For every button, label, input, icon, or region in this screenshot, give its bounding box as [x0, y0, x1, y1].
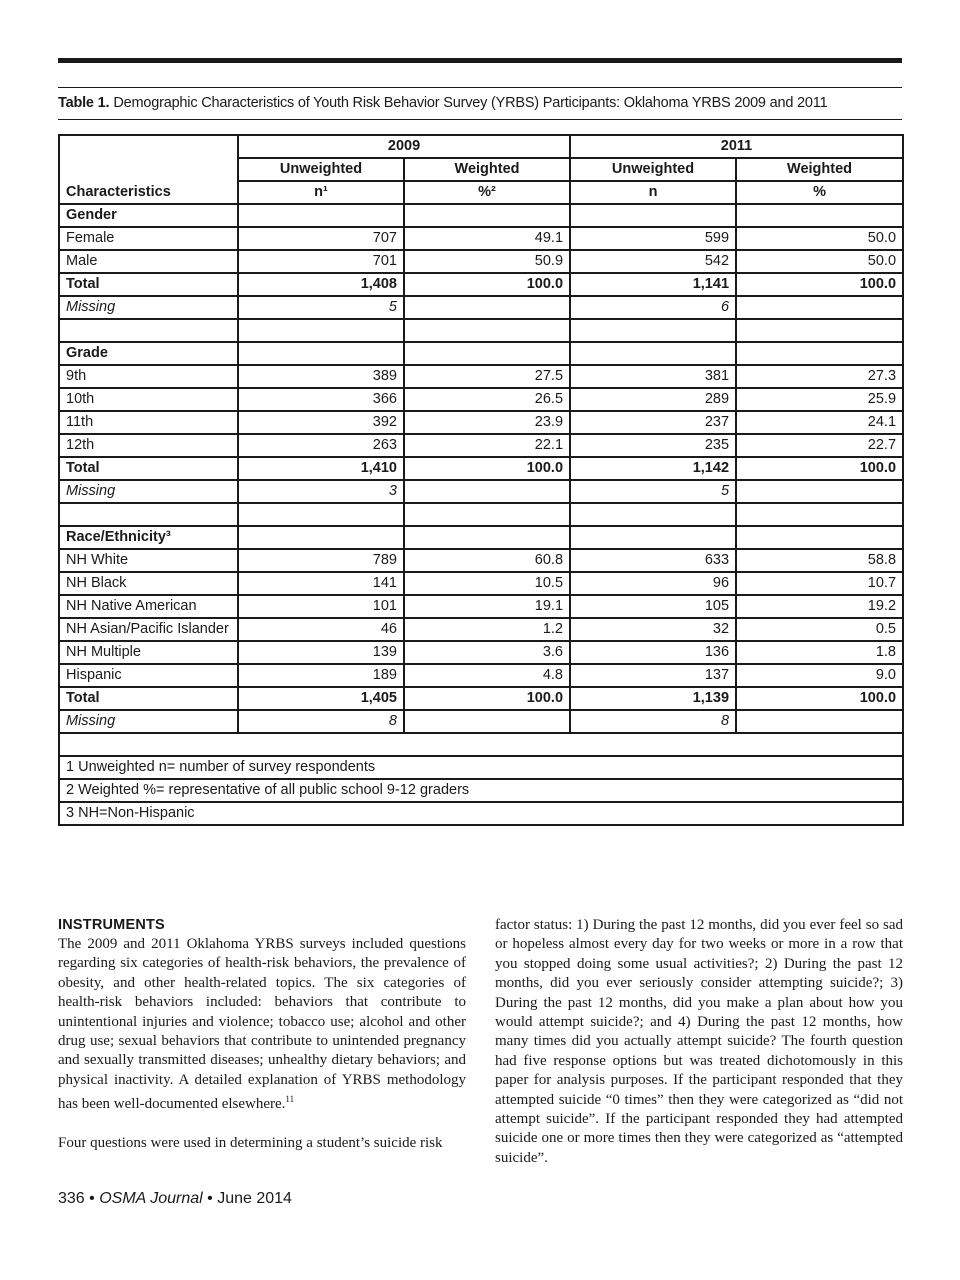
table-cell: 100.0 [736, 457, 903, 480]
table-row [59, 572, 903, 595]
row-label: NH White [59, 549, 238, 572]
table-cell [404, 204, 570, 227]
table-cell [736, 342, 903, 365]
table-cell: 50.0 [736, 227, 903, 250]
table-cell: 3.6 [404, 641, 570, 664]
table-cell: 100.0 [404, 687, 570, 710]
table-row [59, 641, 903, 664]
instruments-column-left [58, 916, 466, 1153]
table-footnote: 3 NH=Non-Hispanic [59, 802, 903, 825]
footnote-row [59, 756, 903, 779]
table-cell [736, 526, 903, 549]
page-footer [58, 1188, 292, 1210]
table-cell: 289 [570, 388, 736, 411]
row-label: 9th [59, 365, 238, 388]
table-row [59, 296, 903, 319]
row-label: Race/Ethnicity³ [59, 526, 238, 549]
table-cell [570, 503, 736, 526]
table-cell: 27.3 [736, 365, 903, 388]
table-cell [736, 204, 903, 227]
table-cell [736, 710, 903, 733]
table-cell: 381 [570, 365, 736, 388]
table-cell: 9.0 [736, 664, 903, 687]
reference-superscript: 11 [285, 1094, 295, 1105]
instruments-heading: INSTRUMENTS [58, 917, 165, 933]
row-label: NH Native American [59, 595, 238, 618]
row-label: 12th [59, 434, 238, 457]
row-label: Female [59, 227, 238, 250]
demographics-table [58, 134, 904, 826]
table-row [59, 342, 903, 365]
instruments-paragraph-2-continued: factor status: 1) During the past 12 months, did you ever feel so sad or hopeless almost every day for two weeks or more in a row that you stopped doing some usual activities?; 2) During the past 12 months, did you ever seriously consider attempting suicide?; 3) During the past 12 months, did you make a plan about how you would attempt suicide?; and 4) During the past 12 months, how many times did you actually attempt suicide? The fourth question had five response options but was treated dichotomously in this paper for analysis purposes. If the participant responded that they attempted suicide “0 times” then they were categorized as “did not attempt suicide”. If the participant responded they had attempted suicide one or more times then they were categorized as “attempted suicide”. [495, 917, 903, 1166]
caption-text: Demographic Characteristics of Youth Risk Behavior Survey (YRBS) Participants: Oklahoma YRBS 2009 and 2011 [113, 95, 828, 111]
row-label: NH Asian/Pacific Islander [59, 618, 238, 641]
footer-bullet: • [89, 1190, 95, 1207]
subhead-2009-weighted: Weighted [404, 158, 570, 181]
row-label: 10th [59, 388, 238, 411]
table-cell: 23.9 [404, 411, 570, 434]
instruments-column-right [495, 916, 903, 1168]
table-cell [736, 480, 903, 503]
table-caption [58, 93, 902, 113]
subhead-2011-unweighted: Unweighted [570, 158, 736, 181]
table-cell [238, 319, 404, 342]
table-row [59, 618, 903, 641]
table-cell: 100.0 [736, 273, 903, 296]
table-cell [238, 204, 404, 227]
footnote-row [59, 733, 903, 756]
table-cell [238, 342, 404, 365]
table-cell: 100.0 [736, 687, 903, 710]
table-row [59, 273, 903, 296]
table-cell: 5 [238, 296, 404, 319]
table-cell: 141 [238, 572, 404, 595]
table-cell: 58.8 [736, 549, 903, 572]
table-cell: 139 [238, 641, 404, 664]
table-cell: 1,405 [238, 687, 404, 710]
table-cell: 10.5 [404, 572, 570, 595]
table-cell: 50.9 [404, 250, 570, 273]
table-cell: 633 [570, 549, 736, 572]
caption-rule-top [58, 87, 902, 88]
row-label [59, 503, 238, 526]
table-row [59, 434, 903, 457]
row-label: 11th [59, 411, 238, 434]
table-cell [736, 319, 903, 342]
table-cell: 19.2 [736, 595, 903, 618]
table-cell: 49.1 [404, 227, 570, 250]
table-cell: 237 [570, 411, 736, 434]
footer-bullet-2: • [207, 1190, 213, 1207]
table-row [59, 687, 903, 710]
table-cell [404, 710, 570, 733]
table-cell: 26.5 [404, 388, 570, 411]
table-cell: 599 [570, 227, 736, 250]
table-cell [736, 503, 903, 526]
table-cell [736, 296, 903, 319]
table-row [59, 227, 903, 250]
table-cell [404, 526, 570, 549]
table-cell: 1,408 [238, 273, 404, 296]
table-cell: 1,410 [238, 457, 404, 480]
row-label: NH Multiple [59, 641, 238, 664]
table-cell [404, 480, 570, 503]
table-cell [404, 296, 570, 319]
table-cell: 1,139 [570, 687, 736, 710]
footnote-row [59, 802, 903, 825]
unit-2011-n: n [570, 181, 736, 204]
table-row [59, 319, 903, 342]
table-cell: 8 [570, 710, 736, 733]
row-label: Gender [59, 204, 238, 227]
table-footnote [59, 733, 903, 756]
table-cell [238, 526, 404, 549]
instruments-paragraph-1-text: The 2009 and 2011 Oklahoma YRBS surveys included questions regarding six categories of health-risk behaviors, the prevalence of obesity, and other health-related topics. The six categories of health-risk behaviors included: behaviors that contribute to unintentional injuries and violence; tobacco use; alcohol and other drug use; sexual behaviors that contribute to unintended pregnancy and sexually transmitted diseases; unhealthy dietary behaviors; and physical inactivity. A detailed explanation of YRBS methodology has been well-documented elsewhere. [58, 936, 466, 1113]
table-row [59, 526, 903, 549]
table-cell [404, 342, 570, 365]
table-cell: 46 [238, 618, 404, 641]
table-cell: 101 [238, 595, 404, 618]
row-label: NH Black [59, 572, 238, 595]
table-row [59, 250, 903, 273]
table-cell: 3 [238, 480, 404, 503]
table-cell: 701 [238, 250, 404, 273]
table-row [59, 457, 903, 480]
caption-label: Table 1. [58, 95, 110, 111]
year-header-row [59, 135, 903, 158]
table-cell: 1,141 [570, 273, 736, 296]
table-cell: 19.1 [404, 595, 570, 618]
table-cell [238, 503, 404, 526]
table-cell: 105 [570, 595, 736, 618]
table-cell: 389 [238, 365, 404, 388]
row-label: Grade [59, 342, 238, 365]
table-cell [404, 319, 570, 342]
footnote-row [59, 779, 903, 802]
table-row [59, 549, 903, 572]
unit-2009-pct: %² [404, 181, 570, 204]
row-label [59, 319, 238, 342]
table-cell: 789 [238, 549, 404, 572]
caption-rule-bottom [58, 119, 902, 120]
table-cell: 235 [570, 434, 736, 457]
table-row [59, 480, 903, 503]
table-cell: 136 [570, 641, 736, 664]
table-cell: 27.5 [404, 365, 570, 388]
table-row [59, 595, 903, 618]
table-row [59, 503, 903, 526]
table-cell: 366 [238, 388, 404, 411]
table-cell: 10.7 [736, 572, 903, 595]
row-label: Male [59, 250, 238, 273]
table-cell: 24.1 [736, 411, 903, 434]
table-cell: 1.8 [736, 641, 903, 664]
year-2011-header: 2011 [570, 135, 903, 158]
table-cell: 263 [238, 434, 404, 457]
table-cell: 707 [238, 227, 404, 250]
row-label: Missing [59, 480, 238, 503]
year-2009-header: 2009 [238, 135, 570, 158]
table-cell: 60.8 [404, 549, 570, 572]
table-footnote: 1 Unweighted n= number of survey respondents [59, 756, 903, 779]
instruments-paragraph-1 [58, 935, 466, 1115]
header-rule [58, 58, 902, 63]
row-label: Total [59, 687, 238, 710]
table-cell [570, 204, 736, 227]
table-cell: 542 [570, 250, 736, 273]
table-cell: 22.7 [736, 434, 903, 457]
subhead-2009-unweighted: Unweighted [238, 158, 404, 181]
issue-date: June 2014 [217, 1190, 292, 1207]
subhead-2011-weighted: Weighted [736, 158, 903, 181]
table-cell: 8 [238, 710, 404, 733]
unit-2009-n: n¹ [238, 181, 404, 204]
table-cell: 100.0 [404, 273, 570, 296]
row-label: Hispanic [59, 664, 238, 687]
table-cell [570, 526, 736, 549]
table-cell: 100.0 [404, 457, 570, 480]
table-cell: 32 [570, 618, 736, 641]
journal-name: OSMA Journal [99, 1190, 203, 1207]
table-cell: 22.1 [404, 434, 570, 457]
table-cell [570, 342, 736, 365]
page-number: 336 [58, 1190, 85, 1207]
table-footnote: 2 Weighted %= representative of all public school 9-12 graders [59, 779, 903, 802]
table-cell: 6 [570, 296, 736, 319]
table-cell: 0.5 [736, 618, 903, 641]
table-cell: 392 [238, 411, 404, 434]
unit-2011-pct: % [736, 181, 903, 204]
table-row [59, 411, 903, 434]
table-cell [404, 503, 570, 526]
table-cell: 25.9 [736, 388, 903, 411]
table-row [59, 204, 903, 227]
table-cell: 137 [570, 664, 736, 687]
table-cell: 189 [238, 664, 404, 687]
instruments-paragraph-2: Four questions were used in determining a student’s suicide risk [58, 1134, 443, 1151]
table-row [59, 664, 903, 687]
table-cell: 5 [570, 480, 736, 503]
row-label: Total [59, 457, 238, 480]
table-cell: 50.0 [736, 250, 903, 273]
table-cell: 1,142 [570, 457, 736, 480]
table-body [59, 135, 903, 825]
row-label: Total [59, 273, 238, 296]
characteristics-header: Characteristics [59, 135, 238, 204]
row-label: Missing [59, 710, 238, 733]
table-cell: 1.2 [404, 618, 570, 641]
table-cell: 4.8 [404, 664, 570, 687]
row-label: Missing [59, 296, 238, 319]
table-row [59, 365, 903, 388]
table-row [59, 710, 903, 733]
table-cell: 96 [570, 572, 736, 595]
table-row [59, 388, 903, 411]
table-cell [570, 319, 736, 342]
